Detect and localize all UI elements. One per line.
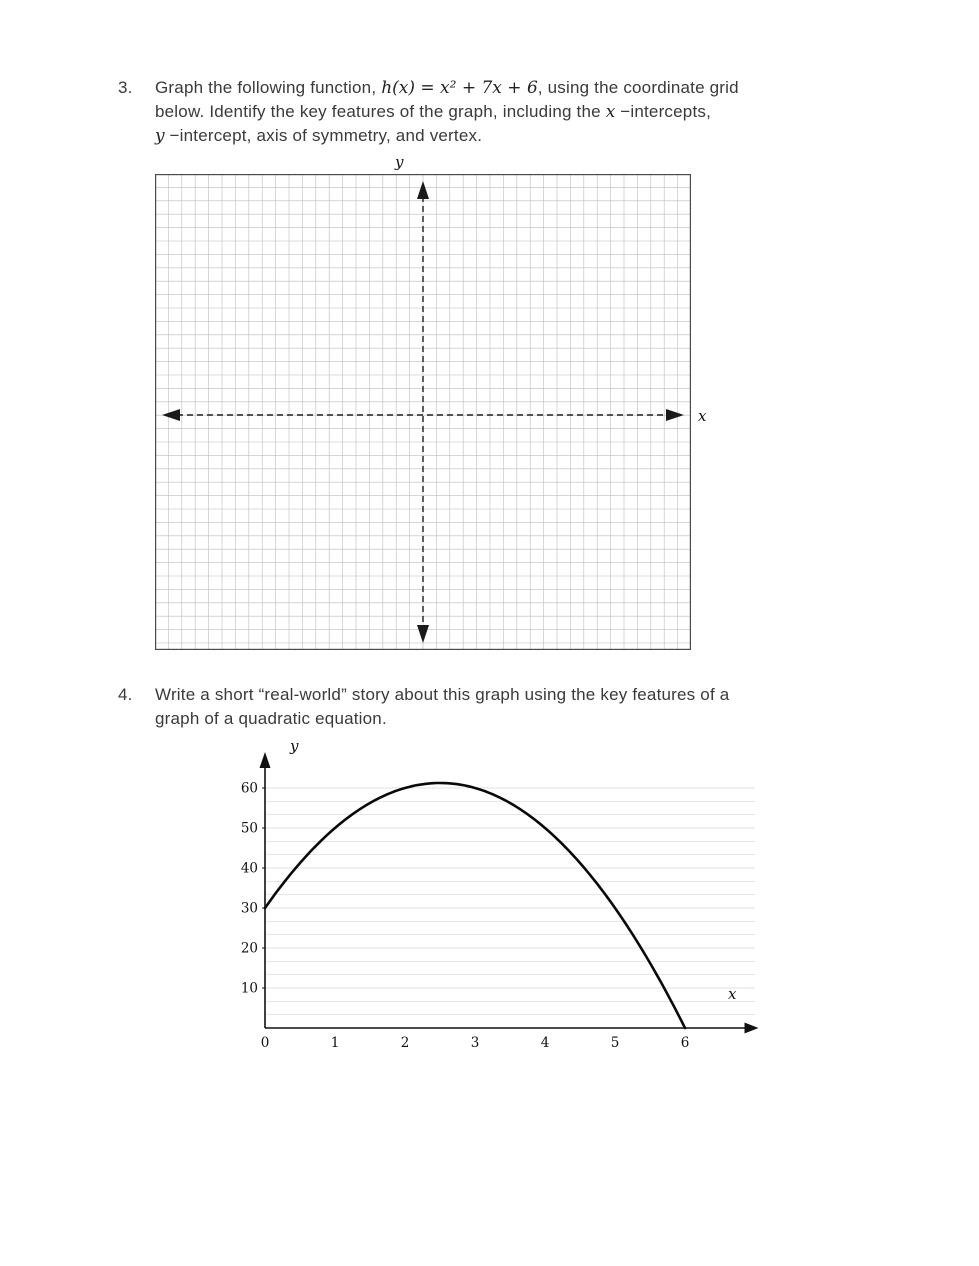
question-4 <box>118 683 918 731</box>
arrow-left-icon <box>162 409 180 421</box>
x-tick-label: 0 <box>260 1035 270 1051</box>
x-tick-label: 2 <box>400 1035 410 1051</box>
arrow-down-icon <box>417 625 429 643</box>
question-3-number: 3. <box>118 78 133 97</box>
y-tick-label: 20 <box>240 940 258 957</box>
x-tick-label: 1 <box>330 1035 340 1051</box>
x-tick-label: 5 <box>610 1035 620 1051</box>
y-tick-label: 30 <box>240 900 258 917</box>
question-4-number: 4. <box>118 685 133 704</box>
grid-y-axis-label: y <box>395 153 404 171</box>
x-variable: x <box>605 102 616 122</box>
q3-line3-post: −intercept, axis of symmetry, and vertex. <box>164 126 483 145</box>
question-3 <box>118 76 918 148</box>
q3-line2-pre: below. Identify the key features of the graph, including the <box>155 102 606 121</box>
q3-line1-post: , using the coordinate grid <box>537 78 739 97</box>
arrow-up-icon <box>417 181 429 199</box>
parabola-figure <box>230 738 795 1060</box>
arrow-right-icon <box>745 1023 759 1034</box>
arrow-right-icon <box>666 409 684 421</box>
chart-x-axis-label: x <box>728 985 737 1003</box>
x-tick-label: 3 <box>470 1035 480 1051</box>
y-variable: y <box>155 126 165 146</box>
question-4-line-1: Write a short “real-world” story about this graph using the key features of a <box>155 685 730 704</box>
arrow-up-icon <box>260 752 271 768</box>
parabola-chart <box>230 738 775 1052</box>
chart-y-axis-label: y <box>290 737 299 755</box>
y-tick-label: 10 <box>240 980 258 997</box>
q3-line1-pre: Graph the following function, <box>155 78 382 97</box>
question-3-line-2 <box>155 100 739 124</box>
grid-x-axis-label: x <box>698 407 707 425</box>
blank-grid-figure <box>155 152 745 657</box>
question-3-line-1 <box>155 76 739 100</box>
question-4-text <box>155 683 729 731</box>
question-3-text <box>155 76 739 148</box>
y-tick-label: 40 <box>240 860 258 877</box>
q3-line2-post: −intercepts, <box>615 102 711 121</box>
coordinate-grid <box>155 174 691 650</box>
question-3-line-3 <box>155 124 739 148</box>
x-tick-label: 6 <box>680 1035 690 1051</box>
x-tick-label: 4 <box>540 1035 550 1051</box>
y-tick-label: 50 <box>240 820 258 837</box>
parabola-curve <box>265 783 685 1028</box>
question-4-line-2: graph of a quadratic equation. <box>155 709 387 728</box>
y-tick-label: 60 <box>240 780 258 797</box>
function-expression: h(x) = x² + 7x + 6 <box>381 78 538 98</box>
